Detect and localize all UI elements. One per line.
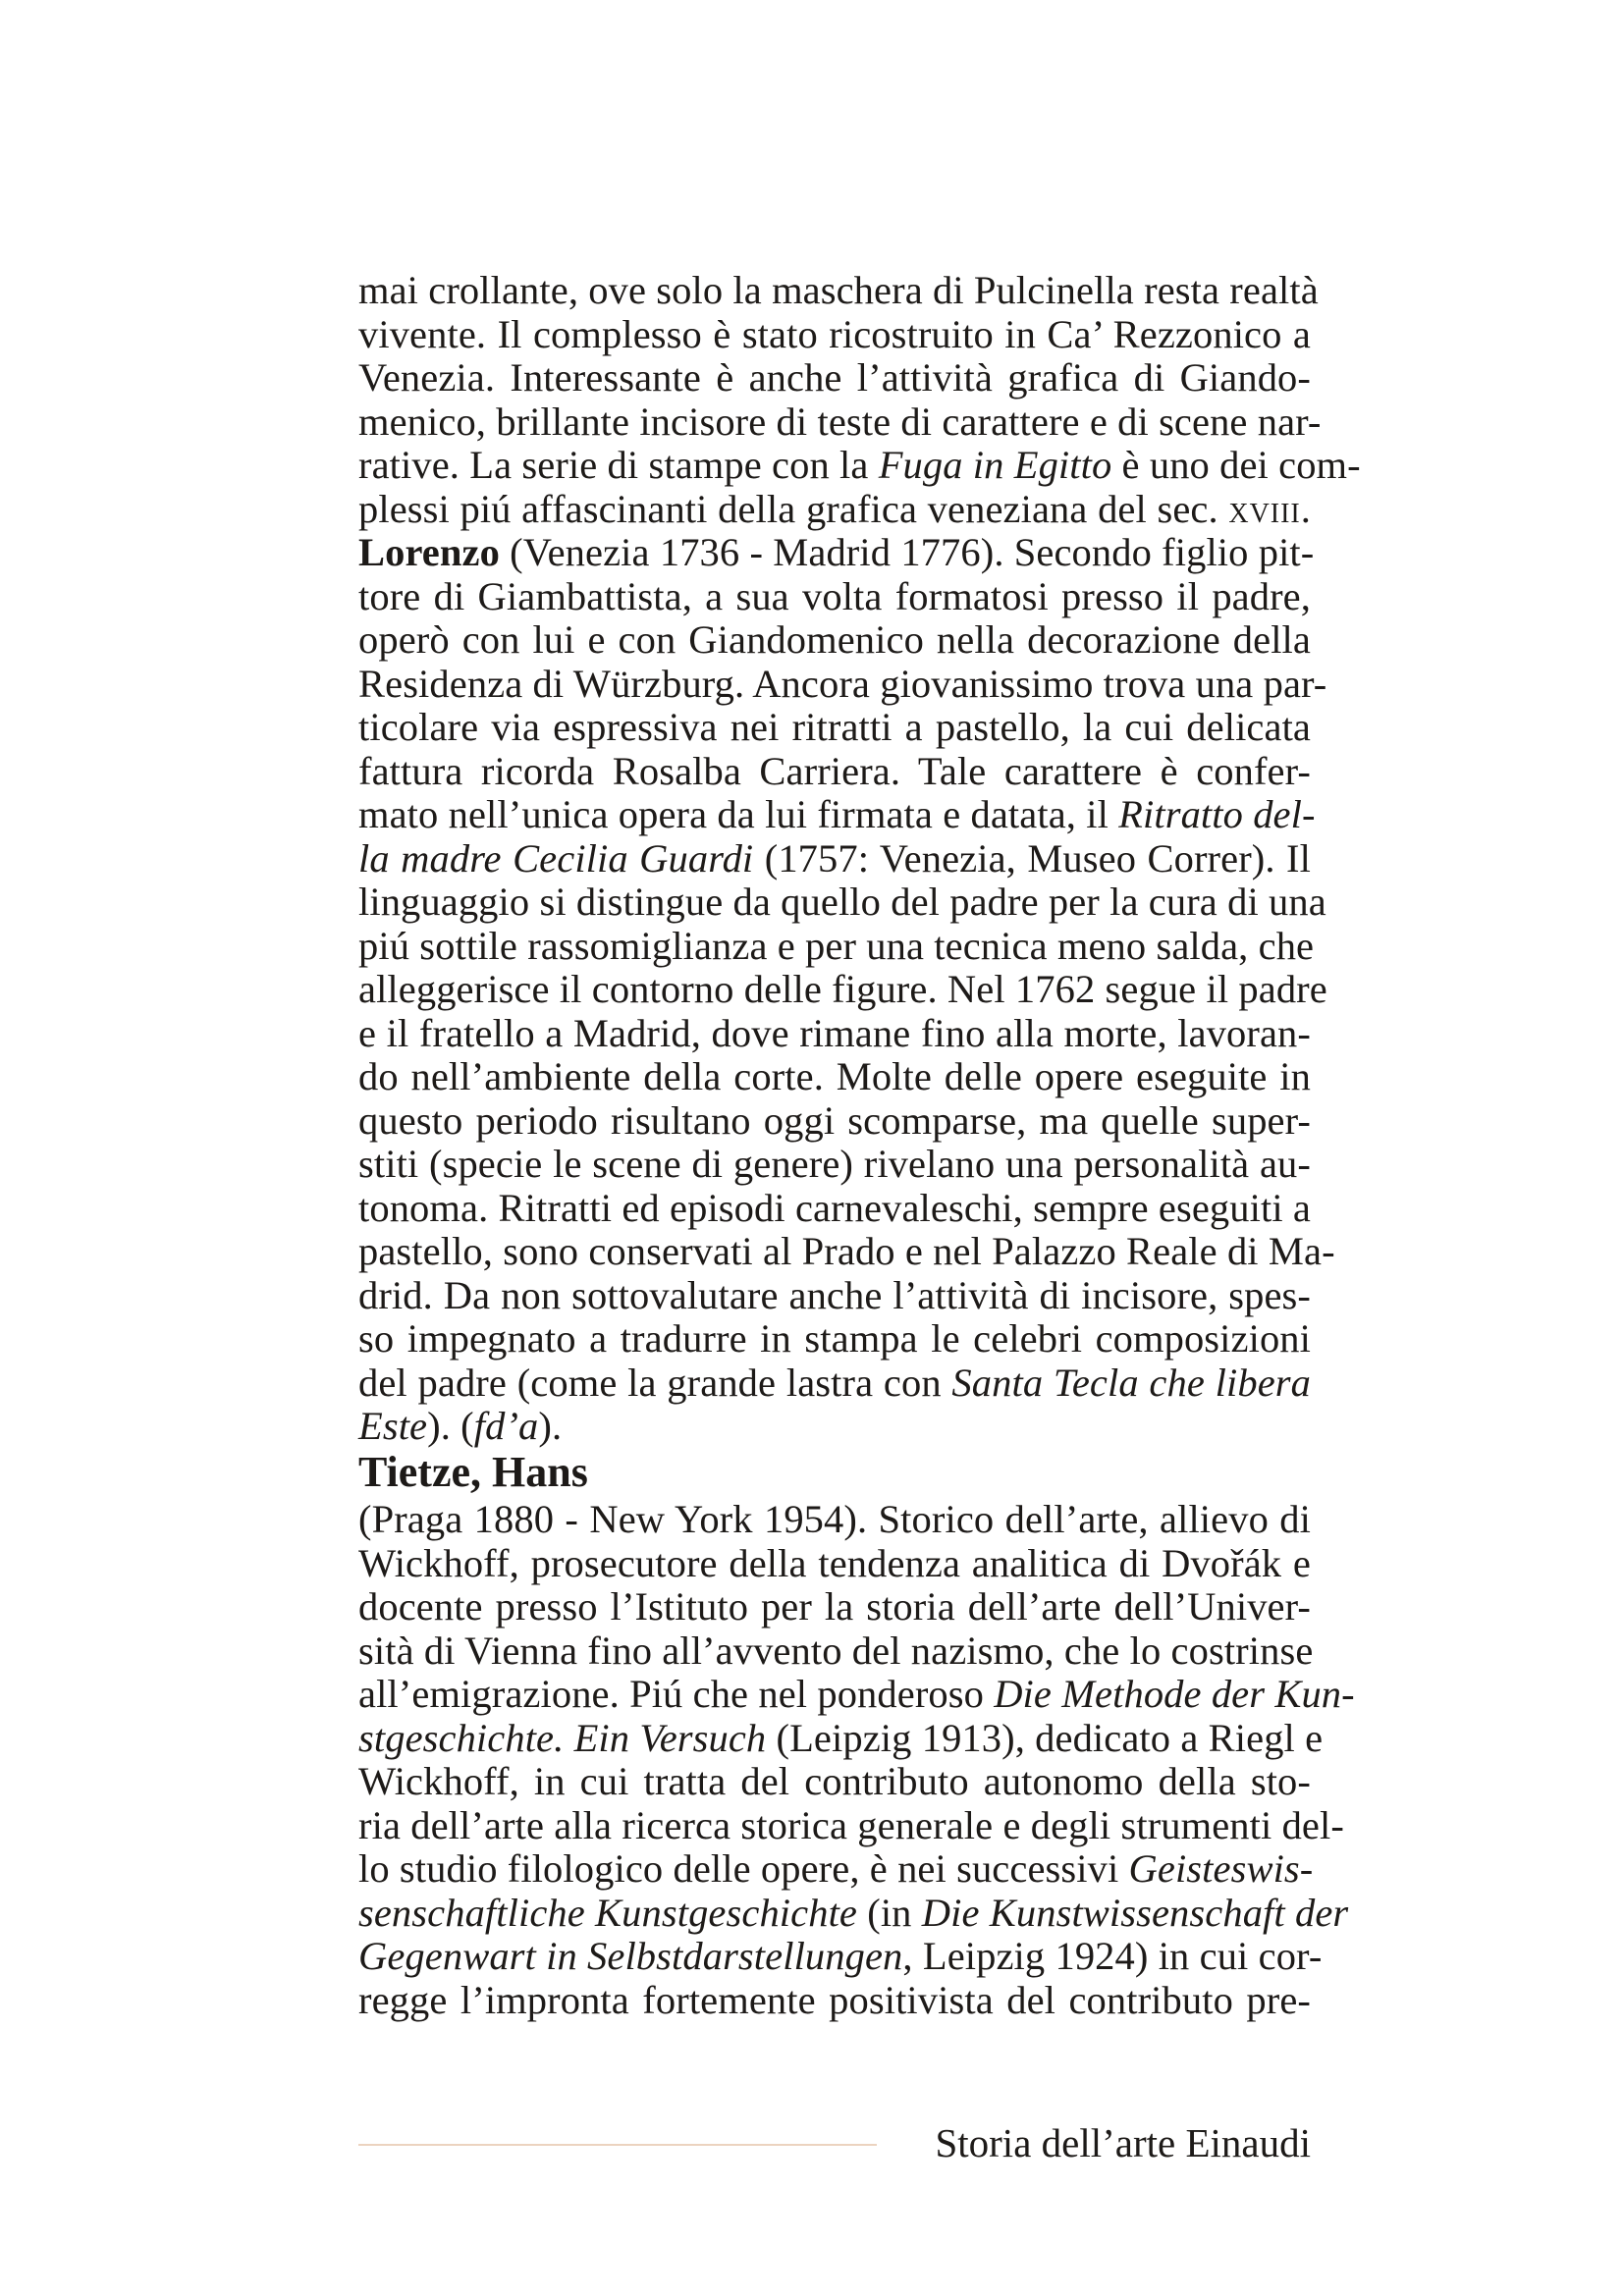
text-line: stiti (specie le scene di genere) rivelano una personalità au- [358, 1142, 1311, 1186]
text-line: rative. La serie di stampe con la Fuga in Egitto è uno dei com- [358, 443, 1361, 487]
text-line: Residenza di Würzburg. Ancora giovanissimo trova una par- [358, 661, 1327, 706]
work-title: Ritratto del- [1118, 792, 1316, 836]
text-line: vivente. Il complesso è stato ricostruito in Ca’ Rezzonico a [358, 311, 1311, 356]
text-line: docente presso l’Istituto per la storia dell’arte dell’Univer- [358, 1584, 1311, 1629]
text-line: do nell’ambiente della corte. Molte delle opere eseguite in [358, 1054, 1311, 1098]
work-title: Fuga in Egitto [878, 443, 1112, 487]
author-initials: fd’a [473, 1404, 539, 1448]
text-line: (Praga 1880 - New York 1954). Storico dell’arte, allievo di [358, 1497, 1311, 1541]
work-title: Santa Tecla che libera [951, 1360, 1312, 1405]
work-title: Este [358, 1404, 428, 1448]
text-line: tonoma. Ritratti ed episodi carnevaleschi, sempre eseguiti a [358, 1185, 1311, 1230]
text-line: mai crollante, ove solo la maschera di Pulcinella resta realtà [358, 268, 1319, 312]
text-line: Venezia. Interessante è anche l’attività grafica di Giando- [358, 355, 1311, 400]
text-line: tore di Giambattista, a sua volta formatosi presso il padre, [358, 573, 1311, 618]
text-line: alleggerisce il contorno delle figure. Nel 1762 segue il padre [358, 967, 1327, 1011]
text-line: del padre (come la grande lastra con Santa Tecla che libera [358, 1360, 1312, 1405]
work-title: Gegenwart in Selbstdarstellungen [358, 1934, 903, 1978]
work-title: la madre Cecilia Guardi [358, 835, 754, 881]
work-title: Die Methode der Kun- [994, 1672, 1355, 1716]
text-line: senschaftliche Kunstgeschichte (in Die Kunstwissenschaft der [358, 1890, 1349, 1935]
work-title: Die Kunstwissenschaft der [921, 1890, 1349, 1935]
text-line: Gegenwart in Selbstdarstellungen, Leipzig 1924) in cui cor- [358, 1934, 1323, 1978]
entry-continuation-text [358, 268, 1361, 1449]
text-line: linguaggio si distingue da quello del padre per la cura di una [358, 880, 1326, 924]
text-line: ticolare via espressiva nei ritratti a pastello, la cui delicata [358, 705, 1311, 749]
text-line: all’emigrazione. Piú che nel ponderoso Die Methode der Kun- [358, 1672, 1355, 1716]
footer-series-title: Storia dell’arte Einaudi [935, 2120, 1311, 2165]
text-line: stgeschichte. Ein Versuch (Leipzig 1913), dedicato a Riegl e [358, 1715, 1324, 1760]
work-title: senschaftliche Kunstgeschichte [358, 1890, 858, 1935]
text-line: la madre Cecilia Guardi (1757: Venezia, Museo Correr). Il [358, 835, 1312, 881]
work-title: stgeschichte. Ein Versuch [358, 1715, 767, 1760]
text-line: menico, brillante incisore di teste di carattere e di scene nar- [358, 399, 1322, 444]
text-line: Lorenzo (Venezia 1736 - Madrid 1776). Secondo figlio pit- [358, 530, 1315, 574]
work-title: Geisteswis- [1128, 1846, 1314, 1891]
text-line: operò con lui e con Giandomenico nella decorazione della [358, 617, 1311, 662]
entry-body-text [358, 1497, 1355, 2022]
text-line: plessi piú affascinanti della grafica veneziana del sec. xviii. [358, 486, 1311, 531]
text-line: Wickhoff, in cui tratta del contributo autonomo della sto- [358, 1759, 1311, 1803]
text-line: regge l’impronta fortemente positivista del contributo pre- [358, 1977, 1311, 2022]
text-line: ria dell’arte alla ricerca storica generale e degli strumenti del- [358, 1802, 1344, 1847]
text-line: Wickhoff, prosecutore della tendenza analitica di Dvořák e [358, 1540, 1311, 1585]
text-line: sità di Vienna fino all’avvento del nazismo, che lo costrinse [358, 1628, 1314, 1673]
text-line: piú sottile rassomiglianza e per una tecnica meno salda, che [358, 923, 1315, 968]
text-line: e il fratello a Madrid, dove rimane fino alla morte, lavoran- [358, 1010, 1311, 1055]
text-line: fattura ricorda Rosalba Carriera. Tale carattere è confer- [358, 748, 1311, 793]
footer-rule [358, 2144, 877, 2146]
text-line: so impegnato a tradurre in stampa le celebri composizioni [358, 1316, 1311, 1361]
text-line: pastello, sono conservati al Prado e nel Palazzo Reale di Ma- [358, 1229, 1335, 1273]
text-line: mato nell’unica opera da lui firmata e datata, il Ritratto del- [358, 792, 1316, 836]
text-line: lo studio filologico delle opere, è nei successivi Geisteswis- [358, 1846, 1314, 1891]
century-numeral: xviii [1228, 486, 1301, 531]
subentry-name: Lorenzo [358, 530, 500, 574]
text-line: Este). (fd’a). [358, 1404, 563, 1448]
text-line: questo periodo risultano oggi scomparse, ma quelle super- [358, 1097, 1311, 1143]
text-line: drid. Da non sottovalutare anche l’attività di incisore, spes- [358, 1272, 1311, 1317]
entry-heading: Tietze, Hans [358, 1448, 588, 1496]
